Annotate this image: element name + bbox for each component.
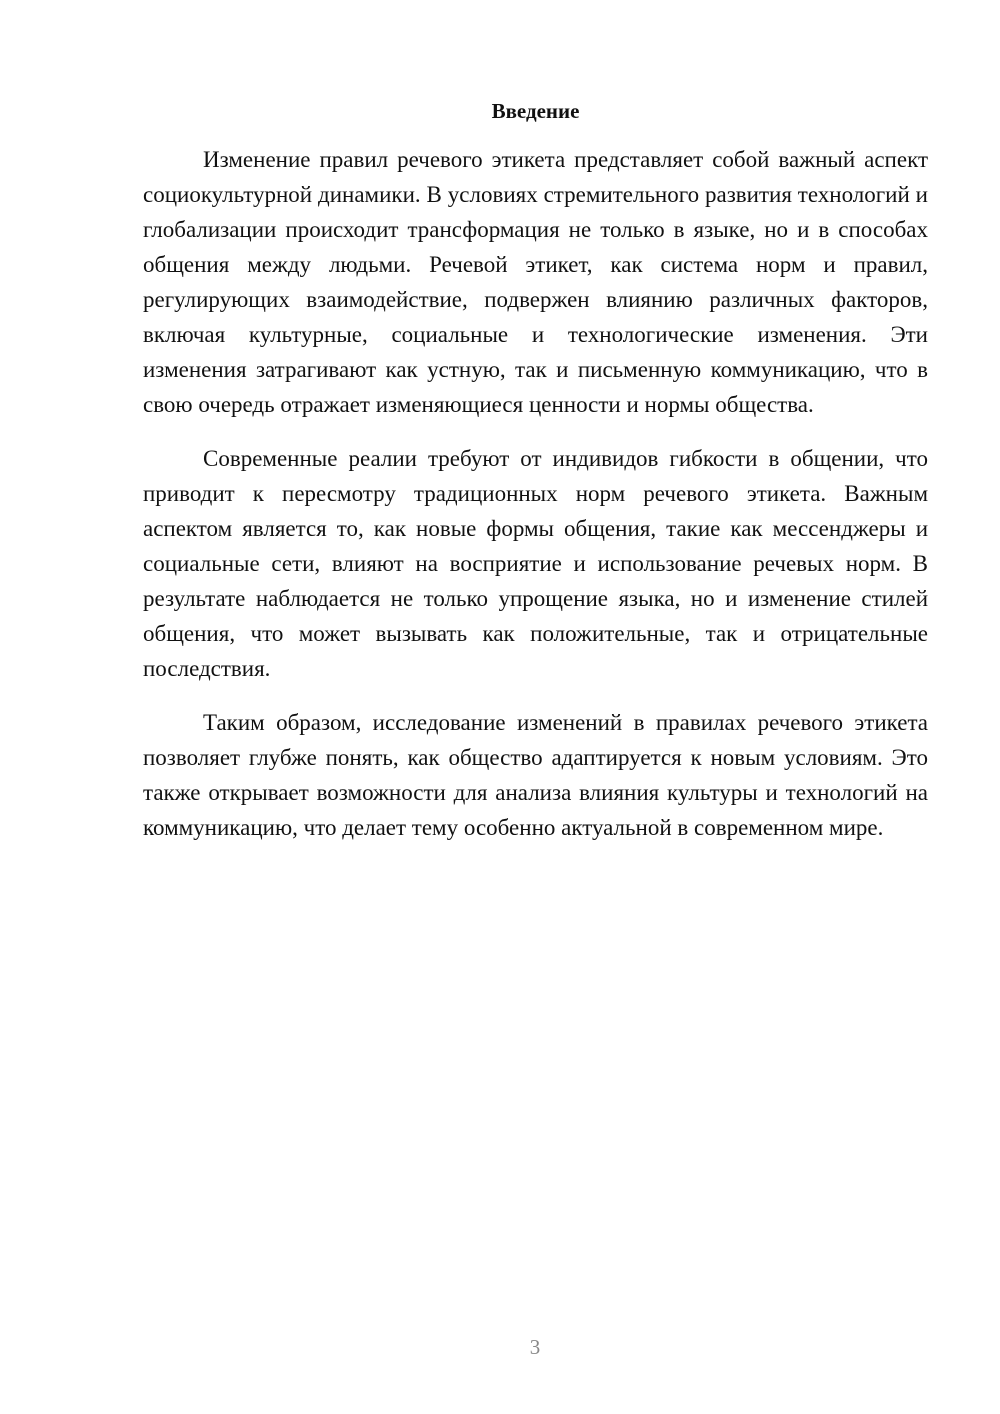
- paragraph-2: Современные реалии требуют от индивидов гибкости в общении, что приводит к пересмотру традиционных норм речевого этикета. Важным аспектом является то, как новые формы общения, такие как мессенджеры и социальные сети, влияют на восприятие и использование речевых норм. В результате наблюдается не только упрощение языка, но и изменение стилей общения, что может вызывать как положительные, так и отрицательные последствия.: [143, 446, 928, 681]
- section-title: Введение: [491, 99, 580, 123]
- body-text: [143, 142, 928, 864]
- paragraph-1: Изменение правил речевого этикета представляет собой важный аспект социокультурной динамики. В условиях стремительного развития технологий и глобализации происходит трансформация не только в языке, но и в способах общения между людьми. Речевой этикет, как система норм и правил, регулирующих взаимодействие, подвержен влиянию различных факторов, включая культурные, социальные и технологические изменения. Эти изменения затрагивают как устную, так и письменную коммуникацию, что в свою очередь отражает изменяющиеся ценности и нормы общества.: [143, 147, 928, 417]
- paragraph-3: Таким образом, исследование изменений в правилах речевого этикета позволяет глубже понять, как общество адаптируется к новым условиям. Это также открывает возможности для анализа влияния культуры и технологий на коммуникацию, что делает тему особенно актуальной в современном мире.: [143, 710, 928, 840]
- page-number: 3: [529, 1335, 541, 1359]
